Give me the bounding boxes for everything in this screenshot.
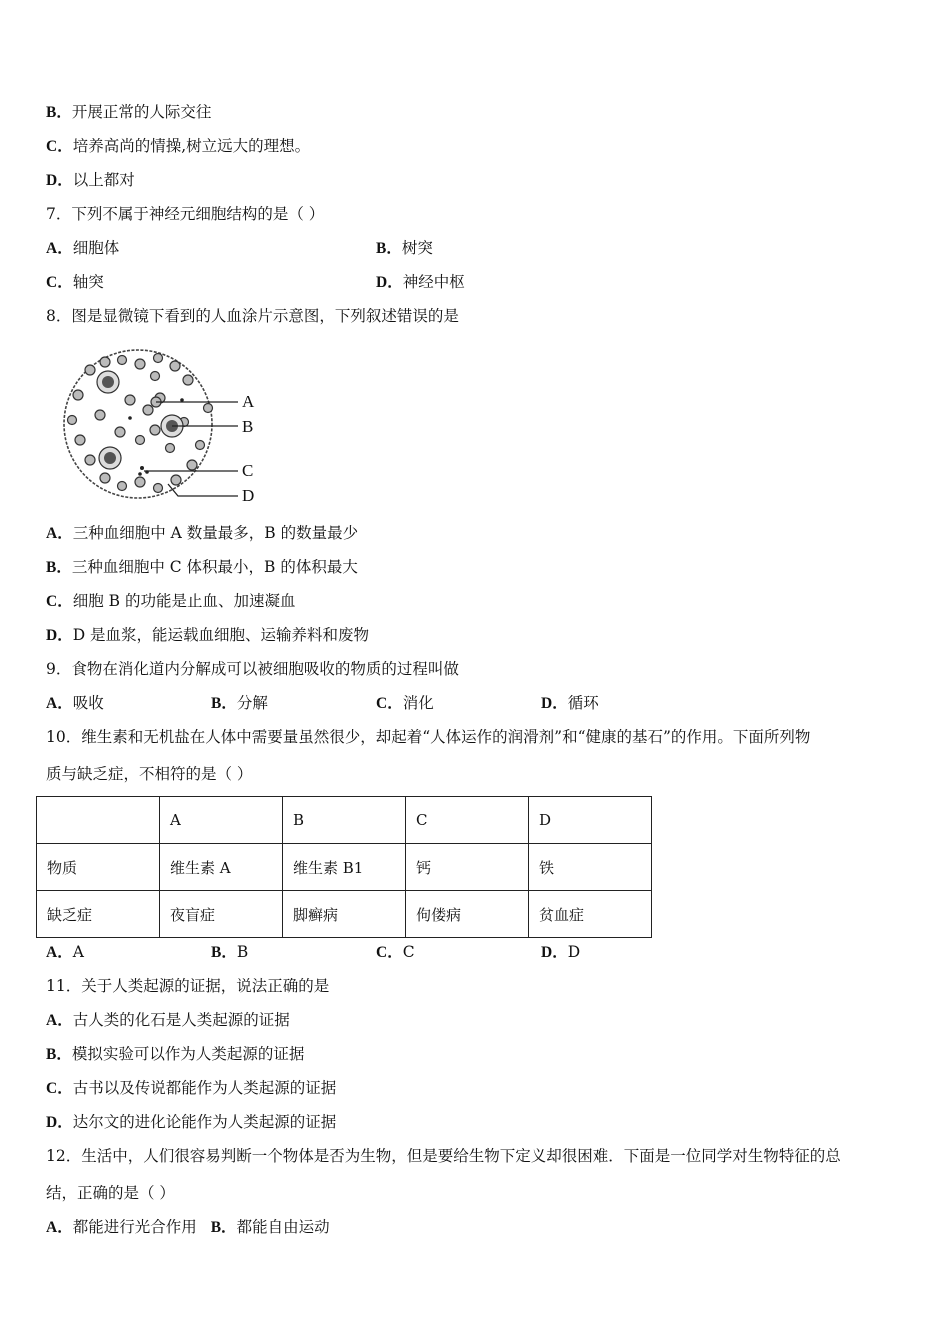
table-cell: 钙 <box>406 844 529 891</box>
q6-option-b: B．开展正常的人际交往 <box>46 103 212 121</box>
table-cell: 贫血症 <box>529 891 652 938</box>
table-cell: D <box>529 797 652 844</box>
q10-stem-line1: 10．维生素和无机盐在人体中需要量虽然很少，却起着“人体运作的润滑剂”和“健康的基石”的作用。下面所列物 <box>46 728 811 746</box>
q12-stem-line1: 12．生活中，人们很容易判断一个物体是否为生物，但是要给生物下定义却很困难．下面是一位同学对生物特征的总 <box>46 1147 841 1165</box>
q10-option-b: B．B <box>211 943 249 961</box>
figure-label-a: A <box>242 392 255 411</box>
table-cell: 脚癣病 <box>283 891 406 938</box>
q12-options-ab: A．都能进行光合作用 B．都能自由运动 <box>46 1218 330 1236</box>
q7-option-a: A．细胞体 <box>46 239 120 257</box>
figure-label-d: D <box>242 486 255 505</box>
q10-option-a: A．A <box>46 943 84 961</box>
q11-option-a: A．古人类的化石是人类起源的证据 <box>46 1011 290 1029</box>
q10-stem-line2: 质与缺乏症，不相符的是（ ） <box>46 765 253 783</box>
q9-option-c: C．消化 <box>376 694 434 712</box>
q8-option-d: D．D 是血浆，能运载血细胞、运输养料和废物 <box>46 626 370 644</box>
table-cell: B <box>283 797 406 844</box>
q7-option-c: C．轴突 <box>46 273 104 291</box>
q8-option-b: B．三种血细胞中 C 体积最小，B 的体积最大 <box>46 558 358 576</box>
q7-stem: 7．下列不属于神经元细胞结构的是（ ） <box>46 205 325 223</box>
q10-option-c: C．C <box>376 943 415 961</box>
blood-smear-figure <box>60 340 270 512</box>
table-cell: 夜盲症 <box>160 891 283 938</box>
q9-option-d: D．循环 <box>541 694 599 712</box>
table-cell: A <box>160 797 283 844</box>
q9-option-a: A．吸收 <box>46 694 104 712</box>
q6-option-d: D．以上都对 <box>46 171 135 189</box>
table-cell: C <box>406 797 529 844</box>
table-row <box>37 891 652 938</box>
q10-table <box>36 796 652 938</box>
q8-option-a: A．三种血细胞中 A 数量最多，B 的数量最少 <box>46 524 359 542</box>
table-row <box>37 797 652 844</box>
q10-option-d: D．D <box>541 943 581 961</box>
table-cell: 铁 <box>529 844 652 891</box>
table-cell: 维生素 B1 <box>283 844 406 891</box>
q9-stem: 9．食物在消化道内分解成可以被细胞吸收的物质的过程叫做 <box>46 660 459 678</box>
q7-option-b: B．树突 <box>376 239 433 257</box>
q8-stem: 8．图是显微镜下看到的人血涂片示意图，下列叙述错误的是 <box>46 307 459 325</box>
q11-stem: 11．关于人类起源的证据，说法正确的是 <box>46 977 330 995</box>
figure-label-c: C <box>242 461 254 480</box>
q11-option-c: C．古书以及传说都能作为人类起源的证据 <box>46 1079 337 1097</box>
q8-option-c: C．细胞 B 的功能是止血、加速凝血 <box>46 592 296 610</box>
table-cell: 缺乏症 <box>37 891 160 938</box>
q6-option-c: C．培养高尚的情操,树立远大的理想。 <box>46 137 311 155</box>
table-row <box>37 844 652 891</box>
table-cell: 佝偻病 <box>406 891 529 938</box>
q9-option-b: B．分解 <box>211 694 268 712</box>
table-cell: 维生素 A <box>160 844 283 891</box>
table-cell: 物质 <box>37 844 160 891</box>
table-cell <box>37 797 160 844</box>
figure-label-b: B <box>242 417 254 436</box>
q11-option-d: D．达尔文的进化论能作为人类起源的证据 <box>46 1113 337 1131</box>
q11-option-b: B．模拟实验可以作为人类起源的证据 <box>46 1045 305 1063</box>
q12-stem-line2: 结，正确的是（ ） <box>46 1184 175 1202</box>
q7-option-d: D．神经中枢 <box>376 273 465 291</box>
